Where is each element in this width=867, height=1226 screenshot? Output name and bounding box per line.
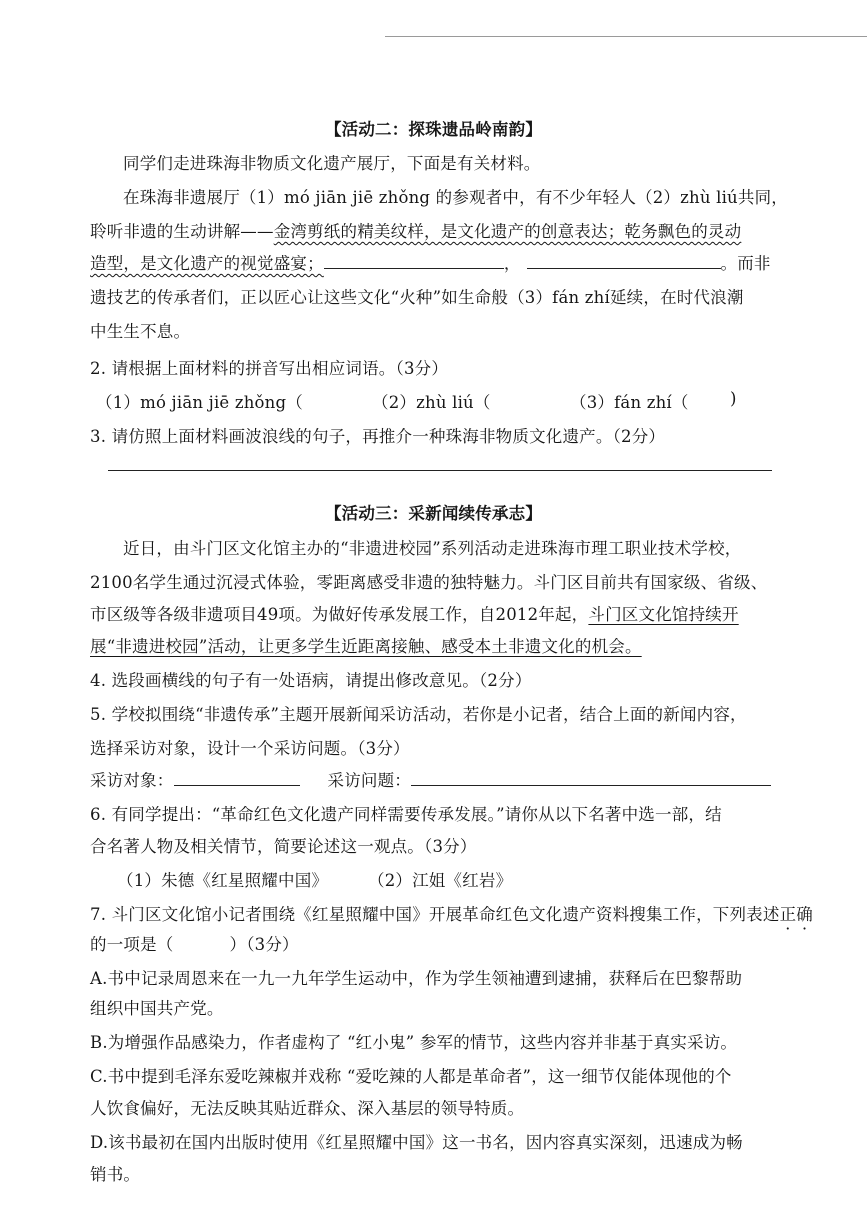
interview-question-blank[interactable] bbox=[411, 771, 771, 786]
activity3-paragraph-line3 bbox=[90, 601, 739, 625]
question-2-stem: 2. 请根据上面材料的拼音写出相应词语。（3分） bbox=[90, 359, 449, 378]
question-6-stem-line1: 6. 有同学提出：“革命红色文化遗产同样需要传承发展。”请你从以下名著中选一部，结 bbox=[90, 805, 722, 824]
paragraph-text: 。而非 bbox=[720, 254, 771, 273]
activity2-intro: 同学们走进珠海非物质文化遗产展厅，下面是有关材料。 bbox=[123, 154, 541, 173]
question-7-option-a-line2[interactable]: 组织中国共产党。 bbox=[90, 999, 224, 1018]
emphasis-char-2: 确 bbox=[796, 905, 813, 924]
activity2-paragraph-line2 bbox=[90, 218, 741, 242]
question-2-answer-2[interactable]: （2）zhù liú（ bbox=[372, 393, 491, 412]
wavy-sentence-end: 造型，是文化遗产的视觉盛宴； bbox=[90, 254, 324, 273]
question-3-stem: 3. 请仿照上面材料画波浪线的句子，再推介一种珠海非物质文化遗产。（2分） bbox=[90, 427, 666, 446]
activity3-paragraph-line4 bbox=[90, 633, 642, 657]
question-2-close-paren: ) bbox=[730, 389, 737, 408]
question-7-option-d-line1[interactable]: D.该书最初在国内出版时使用《红星照耀中国》这一书名，因内容真实深刻，迅速成为畅 bbox=[90, 1133, 743, 1152]
question-7-option-c-line1[interactable]: C.书中提到毛泽东爱吃辣椒并戏称 “爱吃辣的人都是革命者”，这一细节仅能体现他的个 bbox=[90, 1067, 732, 1086]
question-7-score: ）（3分） bbox=[229, 935, 299, 954]
activity3-paragraph-line1: 近日，由斗门区文化馆主办的“非遗进校园”系列活动走进珠海市理工职业技术学校， bbox=[123, 539, 742, 558]
question-7-option-d-line2[interactable]: 销书。 bbox=[90, 1165, 141, 1184]
answer-blank-2[interactable] bbox=[527, 254, 721, 269]
interview-target-label: 采访对象： bbox=[90, 771, 174, 790]
question-7-option-c-line2[interactable]: 人饮食偏好，无法反映其贴近群众、深入基层的领导特质。 bbox=[90, 1099, 525, 1118]
question-6-stem-line2: 合名著人物及相关情节，简要论述这一观点。（3分） bbox=[90, 837, 477, 856]
underlined-sentence-end: 展“非遗进校园”活动，让更多学生近距离接触、感受本土非遗文化的机会。 bbox=[90, 637, 642, 656]
activity3-paragraph-line2: 2100名学生通过沉浸式体验，零距离感受非遗的独特魅力。斗门区目前共有国家级、省级、 bbox=[90, 573, 768, 592]
activity2-title: 【活动二：探珠遗品岭南韵】 bbox=[324, 120, 543, 139]
answer-line-question-3[interactable] bbox=[108, 470, 772, 471]
question-5-answer-row bbox=[90, 767, 771, 791]
question-5-stem-line2: 选择采访对象，设计一个采访问题。（3分） bbox=[90, 739, 410, 758]
answer-blank-1[interactable] bbox=[324, 254, 504, 269]
underlined-sentence: 斗门区文化馆持续开 bbox=[588, 605, 739, 624]
question-7-stem-text: 7. 斗门区文化馆小记者围绕《红星照耀中国》开展革命红色文化遗产资料搜集工作，下列表述 bbox=[90, 905, 780, 924]
question-7-stem-text: 的一项是（ bbox=[90, 935, 174, 954]
activity2-paragraph-line1: 在珠海非遗展厅（1）mó jiān jiē zhǒng 的参观者中，有不少年轻人（2）zhù liú共同， bbox=[123, 188, 788, 207]
paragraph-text: 聆听非遗的生动讲解—— bbox=[90, 222, 274, 241]
question-2-answer-1[interactable]: （1）mó jiān jiē zhǒng（ bbox=[96, 393, 303, 412]
question-5-stem-line1: 5. 学校拟围绕“非遗传承”主题开展新闻采访活动，若你是小记者，结合上面的新闻内容， bbox=[90, 705, 747, 724]
interview-target-blank[interactable] bbox=[174, 771, 300, 786]
question-7-stem-line1 bbox=[90, 901, 813, 925]
question-6-option-2: （2）江姐《红岩》 bbox=[368, 871, 513, 890]
activity2-paragraph-line3 bbox=[90, 250, 771, 274]
activity2-paragraph-line5: 中生生不息。 bbox=[90, 322, 191, 341]
paragraph-text: 市区级等各级非遗项目49项。为做好传承发展工作，自2012年起， bbox=[90, 605, 589, 624]
wavy-sentence: 金湾剪纸的精美纹样，是文化遗产的创意表达；乾务飘色的灵动 bbox=[273, 222, 742, 241]
question-6-option-1: （1）朱德《红星照耀中国》 bbox=[117, 871, 329, 890]
interview-question-label: 采访问题： bbox=[327, 771, 411, 790]
question-4-stem: 4. 选段画横线的句子有一处语病，请提出修改意见。（2分） bbox=[90, 671, 532, 690]
emphasis-char-1: 正 bbox=[779, 905, 797, 924]
activity3-title: 【活动三：采新闻续传承志】 bbox=[324, 504, 543, 523]
question-2-answer-3[interactable]: （3）fán zhí（ bbox=[570, 393, 689, 412]
question-7-option-a-line1[interactable]: A.书中记录周恩来在一九一九年学生运动中，作为学生领袖遭到逮捕，获释后在巴黎帮助 bbox=[90, 969, 743, 988]
question-7-stem-line2 bbox=[90, 931, 299, 955]
activity2-paragraph-line4: 遗技艺的传承者们，正以匠心让这些文化“火种”如生命般（3）fán zhí延续，在时代浪潮 bbox=[90, 288, 744, 307]
question-7-option-b[interactable]: B.为增强作品感染力，作者虚构了 “红小鬼” 参军的情节，这些内容并非基于真实采访。 bbox=[90, 1033, 738, 1052]
page-top-rule bbox=[385, 36, 867, 37]
comma: ， bbox=[503, 254, 521, 273]
